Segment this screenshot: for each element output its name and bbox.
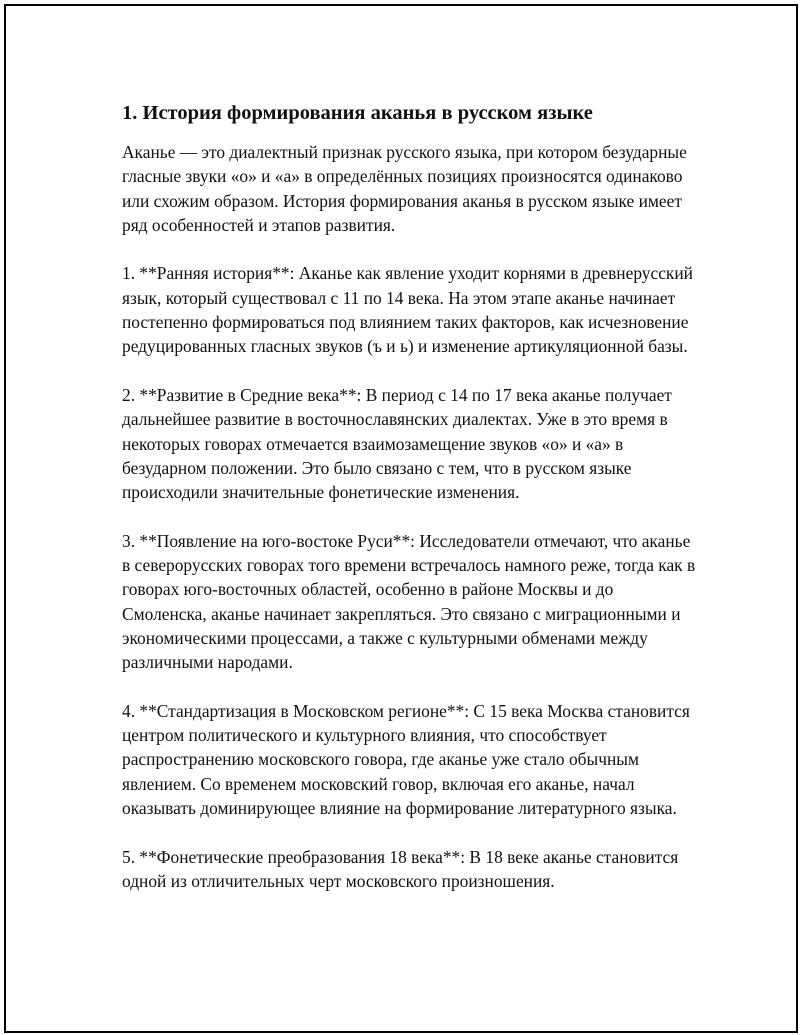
paragraph-south-east: 3. **Появление на юго-востоке Руси**: Исследователи отмечают, что аканье в северорусских говорах того времени встречалось намного реже, тогда как в говорах юго-восточных областей, особенно в районе Москвы и до Смоленска, аканье начинает закрепляться. Это связано с миграционными и экономическими процессами, а также с культурными обменами между различными народами. [122, 530, 696, 673]
document-body [122, 99, 702, 893]
paragraph-standardization: 4. **Стандартизация в Московском регионе**: С 15 века Москва становится центром политического и культурного влияния, что способствует распространению московского говора, где аканье уже стало обычным явлением. Со временем московский говор, включая его аканье, начал оказывать доминирующее влияние на формирование литературного языка. [122, 700, 690, 819]
document-title: 1. История формирования аканья в русском языке [122, 102, 593, 124]
paragraph-middle-ages: 2. **Развитие в Средние века**: В период с 14 по 17 века аканье получает дальнейшее развитие в восточнославянских диалектах. Уже в это время в некоторых говорах отмечается взаимозамещение звуков «о» и «а» в безударном положении. Это было связано с тем, что в русском языке происходили значительные фонетические изменения. [122, 384, 672, 503]
paragraph-early-history: 1. **Ранняя история**: Аканье как явление уходит корнями в древнерусский язык, который существовал с 11 по 14 века. На этом этапе аканье начинает постепенно формироваться под влиянием таких факторов, как исчезновение редуцированных гласных звуков (ъ и ь) и изменение артикуляционной базы. [122, 263, 693, 357]
page-frame [4, 4, 798, 1033]
paragraph-18th-century: 5. **Фонетические преобразования 18 века**: В 18 веке аканье становится одной из отличительных черт московского произношения. [122, 846, 679, 891]
intro-paragraph: Аканье — это диалектный признак русского языка, при котором безударные гласные звуки «о» и «а» в определённых позициях произносятся одинаково или схожим образом. История формирования аканья в русском языке имеет ряд особенностей и этапов развития. [122, 142, 687, 235]
